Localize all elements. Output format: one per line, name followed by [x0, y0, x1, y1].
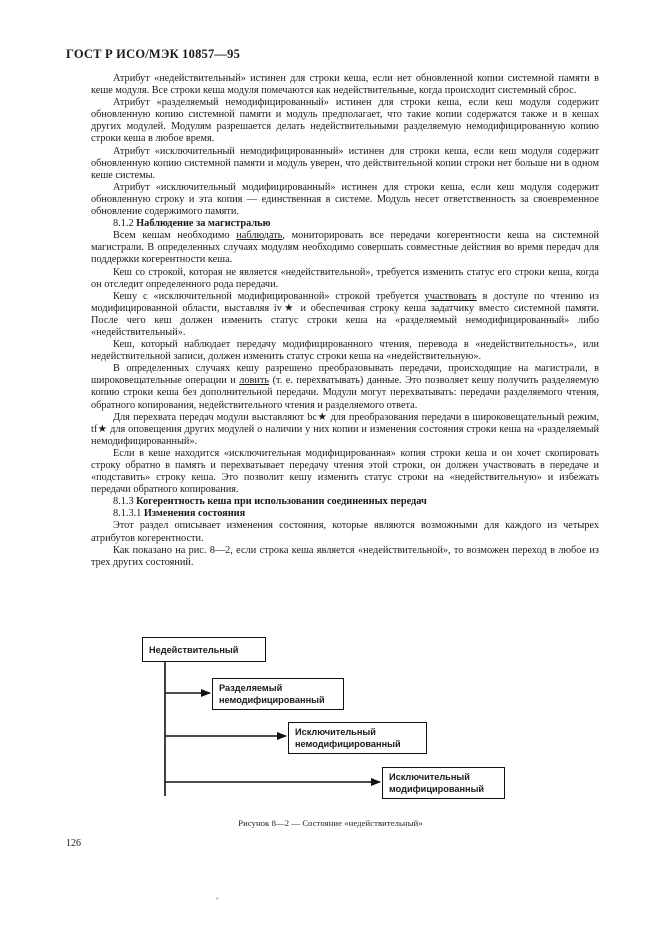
- state-box-invalid: Недействительный: [142, 637, 266, 662]
- state-box-shared-unmodified: Разделяемый немодифицированный: [212, 678, 344, 710]
- paragraph-invalidate: Кеш, который наблюдает передачу модифицированного чтения, перевода в «недействительность», или недействительной записи, должен изменить статус строки кеша на «недействительную».: [91, 339, 599, 363]
- section-heading-8-1-3: 8.1.3 Когерентность кеша при использовании соединенных передач: [113, 496, 427, 508]
- paragraph-excl-unmod-attr: Атрибут «исключительный немодифицированный» истинен для строки кеша, если кеш модуля содержит обновленную копию системной памяти и модуль уверен, что действительной копии строки нет больше ни в одном кеше системы.: [91, 145, 599, 181]
- document-header: ГОСТ Р ИСО/МЭК 10857—95: [66, 47, 241, 61]
- paragraph-invalid-attr: Атрибут «недействительный» истинен для строки кеша, если нет обновленной копии системной памяти в кеше модуля. Все строки кеша модуля помечаются как недействительные, когда происходит системный сброс.: [91, 73, 599, 97]
- paragraph-excl-mod-attr: Атрибут «исключительный модифицированный» истинен для строки кеша, если кеш модуля содержит обновленную строку и эта копия — единственная в системе. Модуль несет ответственность за своевременное обновление содержимого памяти.: [91, 181, 599, 218]
- paragraph-section-intro: Этот раздел описывает изменения состояния, которые являются возможными для каждого из четырех атрибутов когерентности.: [91, 520, 599, 544]
- section-heading-8-1-2: 8.1.2 Наблюдение за магистралью: [113, 218, 271, 230]
- figure-caption: Рисунок 8—2 — Состояние «недействительный»: [238, 818, 423, 828]
- paragraph-catch: В определенных случаях кешу разрешено преобразовывать передачи, происходящие на магистрали, в широковещательные операции и ловить (т. е. перехватывать) данные. Это позволяет кешу получить разделяемую копию строки кеша без дополнительной передачи. Модули могут перехватывать: передачи разделяемого чтения, обратного копирования, недействительного чтения и разделяемого ответа.: [91, 363, 599, 411]
- section-heading-8-1-3-1: 8.1.3.1 Изменения состояния: [113, 508, 246, 520]
- state-box-exclusive-unmodified: Исключительный немодифицированный: [288, 722, 427, 754]
- paragraph-figure-ref: Как показано на рис. 8—2, если строка кеша является «недействительной», то возможен переход в любое из трех других состояний.: [91, 544, 599, 568]
- page-mark: ˚: [216, 897, 219, 906]
- body-text: [91, 73, 599, 569]
- paragraph-substitute: Если в кеше находится «исключительная модифицированная» копия строки кеша и он хочет скопировать строку обратно в память и перехватывает передачу чтения этой строки, он должен участвовать в передаче и «подставить» строку кеша. Это позволит кешу изменить статус строки на «недействительную» и избежать передачи обратного копирования.: [91, 447, 599, 496]
- paragraph-status-change: Кеш со строкой, которая не является «недействительной», требуется изменить статус его строки кеша, когда он отследит определенного рода передачи.: [91, 266, 599, 290]
- paragraph-intercept: Для перехвата передач модули выставляют bc★ для преобразования передачи в широковещательный режим, tf★ для оповещения других модулей о наличии у них копии и изменения состояния строки кеша на «разделяемый немодифицированный».: [91, 411, 599, 447]
- paragraph-shared-attr: Атрибут «разделяемый немодифицированный» истинен для строки кеша, если кеш модуля содержит обновленную копию системной памяти и модуль предполагает, что такие копии содержатся также и в кешах других модулей. Модулям разрешается делать недействительными разделяемую немодифицированную копию строки кеша в любое время.: [91, 97, 599, 145]
- page-number: 126: [66, 838, 81, 849]
- paragraph-participate: Кешу с «исключительной модифицированной» строкой требуется участвовать в доступе по чтению из модифицированной области, выставляя iv★ и обеспечивая строку кеша задатчику вместо системной памяти. После чего кеш должен изменить статус строки кеша на «разделяемый немодифицированный» либо «недействительный».: [91, 290, 599, 338]
- state-box-exclusive-modified: Исключительный модифицированный: [382, 767, 505, 799]
- paragraph-snooping: Всем кешам необходимо наблюдать, мониторировать все передачи когерентности кеша на системной магистрали. В определенных случаях модулям необходимо совершать совместные действия во время передач для поддержки когерентности кеша.: [91, 230, 599, 266]
